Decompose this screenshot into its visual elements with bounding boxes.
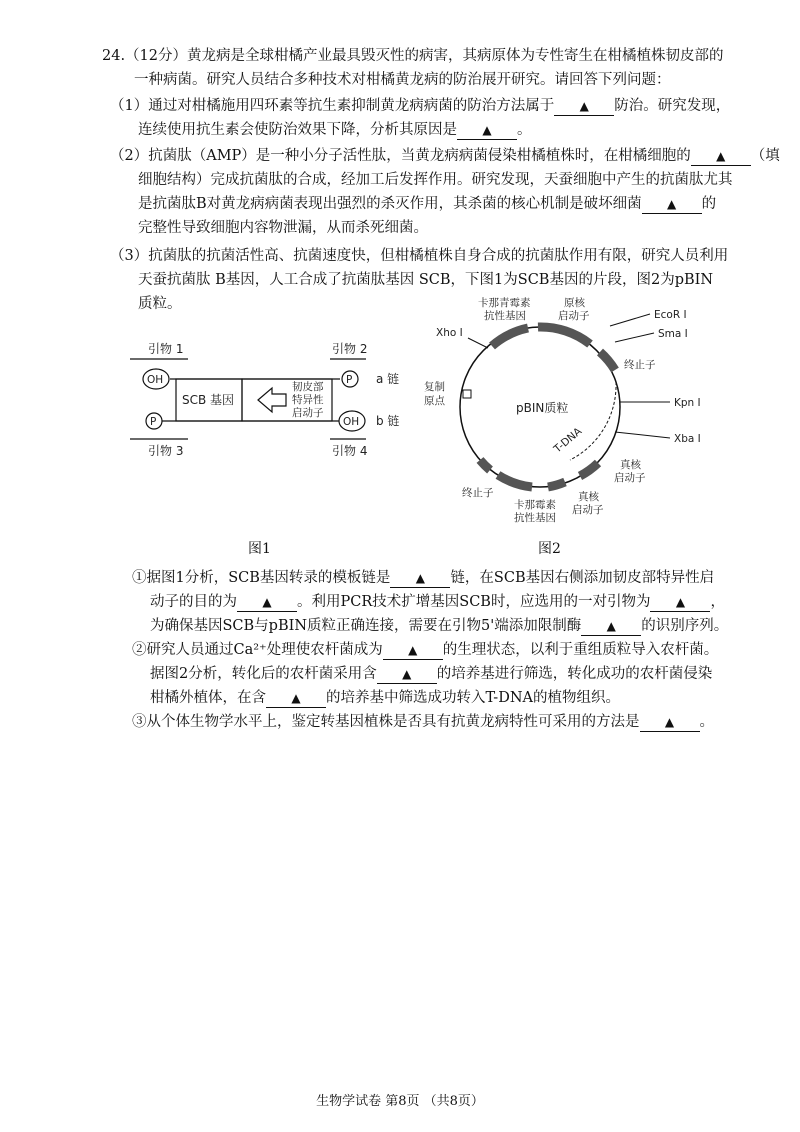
kana-plant-gene-segment — [498, 475, 532, 487]
strand-b-label: b 链 — [376, 414, 400, 428]
kpni-label: Kpn I — [674, 397, 701, 409]
sub-questions: ①据图1分析，SCB基因转录的模板链是 ▲ 链，在SCB基因右侧添加韧皮部特异性启 动子的目的为 ▲ 。利用PCR技术扩增基因SCB时，应选用的一对引物为 ▲ ， 为确保基因SCB与pBIN质粒正确连接，需要在引物5'端添加限制酶 ▲ 的识别序列。 ②研究人员通过Ca²⁺处理使农杆菌成为 ▲ 的生理状态，以利于重组质粒导入农杆菌。 据图2分析，转化后的农杆菌采用含 ▲ 的培养基进行筛选，转化成功的农杆菌侵染 柑橘外植体，在含 ▲ 的培养基中筛选成功转入T-DNA的植物组织。 ③从个体生物学水平上，鉴定转基因植株是否具有抗黄龙病特性可采用的方法是 ▲ 。 — [132, 566, 752, 734]
figure-1-caption: 图1 — [248, 541, 271, 557]
figure-1 — [130, 335, 420, 465]
sub-question-1: ①据图1分析，SCB基因转录的模板链是 ▲ 链，在SCB基因右侧添加韧皮部特异性启 — [132, 570, 715, 586]
sub-question-3: ③从个体生物学水平上，鉴定转基因植株是否具有抗黄龙病特性可采用的方法是 ▲ 。 — [132, 714, 714, 730]
answer-blank[interactable]: ▲ — [691, 147, 751, 166]
terminator-top-segment — [600, 352, 615, 370]
answer-blank[interactable]: ▲ — [640, 713, 700, 732]
question-header-line: 24.（12分）黄龙病是全球柑橘产业最具毁灭性的病害，其病原体为专性寄生在柑橘植株韧皮部的 — [102, 48, 724, 64]
oh-label: OH — [147, 374, 164, 386]
primer-3-label: 引物 3 — [148, 444, 184, 458]
figure-2-caption: 图2 — [538, 541, 561, 557]
terminator-bottom-label: 终止子 — [462, 487, 494, 499]
prok-promoter-segment — [538, 327, 590, 344]
tdna-label: T-DNA — [551, 425, 585, 456]
sub-question-2: ②研究人员通过Ca²⁺处理使农杆菌成为 ▲ 的生理状态，以利于重组质粒导入农杆菌。 — [132, 642, 719, 658]
answer-blank[interactable]: ▲ — [581, 617, 641, 636]
euk-promoter-b-label-2: 启动子 — [572, 504, 604, 516]
ecori-label: EcoR I — [654, 309, 687, 321]
kana-bact-label-1: 卡那青霉素 — [478, 297, 531, 309]
answer-blank[interactable]: ▲ — [390, 569, 450, 588]
answer-blank[interactable]: ▲ — [642, 195, 702, 214]
kana-bact-label-2: 抗性基因 — [484, 310, 526, 322]
p-label: P — [150, 416, 157, 428]
scb-gene-label: SCB 基因 — [182, 393, 235, 407]
answer-blank[interactable]: ▲ — [266, 689, 326, 708]
answer-blank[interactable]: ▲ — [383, 641, 443, 660]
kana-plant-label-2: 抗性基因 — [514, 512, 556, 524]
p-label: P — [346, 374, 353, 386]
ori-label-1: 复制 — [424, 381, 445, 393]
xbai-label: Xba I — [674, 433, 701, 445]
question-header — [102, 44, 750, 92]
terminator-top-label: 终止子 — [624, 359, 656, 371]
promoter-label-2: 特异性 — [292, 394, 324, 406]
smai-label: Sma I — [658, 328, 688, 340]
part-1: （1）通过对柑橘施用四环素等抗生素抑制黄龙病病菌的防治方法属于 ▲ 防治。研究发现， 连续使用抗生素会使防治效果下降，分析其原因是 ▲ 。 — [110, 98, 731, 138]
primer-1-label: 引物 1 — [148, 342, 184, 356]
euk-promoter-b-label-1: 真核 — [578, 491, 599, 503]
promoter-label-3: 启动子 — [292, 407, 324, 419]
euk-promoter-b-segment — [548, 482, 565, 487]
answer-blank[interactable]: ▲ — [554, 97, 614, 116]
ecori-pointer — [610, 314, 650, 326]
figure-2 — [420, 290, 720, 530]
prok-promoter-label-2: 启动子 — [558, 310, 590, 322]
answer-blank[interactable]: ▲ — [377, 665, 437, 684]
promoter-label-1: 韧皮部 — [292, 381, 324, 393]
primer-2-label: 引物 2 — [332, 342, 368, 356]
prok-promoter-label-1: 原核 — [564, 297, 585, 309]
plasmid-label: pBIN质粒 — [516, 401, 569, 415]
kana-bact-gene-segment — [492, 328, 528, 346]
part-2: （2）抗菌肽（AMP）是一种小分子活性肽，当黄龙病病菌侵染柑橘植株时，在柑橘细胞的 ▲ （填 细胞结构）完成抗菌肽的合成，经加工后发挥作用。研究发现，天蚕细胞中产生的抗菌肽尤其 是抗菌肽B对黄龙病病菌表现出强烈的杀灭作用，其杀菌的核心机制是破坏细菌 ▲ 的 完整性导致细胞内容物泄漏，从而杀死细菌。 — [110, 148, 780, 236]
page-footer: 生物学试卷 第8页 （共8页） — [316, 1094, 484, 1109]
oh-label: OH — [343, 416, 360, 428]
kana-plant-label-1: 卡那霉素 — [514, 499, 556, 511]
xhoi-label: Xho I — [436, 327, 463, 339]
euk-promoter-a-segment — [580, 463, 598, 476]
ori-marker — [463, 390, 471, 398]
primer-4-label: 引物 4 — [332, 444, 368, 458]
smai-pointer — [615, 333, 654, 342]
answer-blank[interactable]: ▲ — [650, 593, 710, 612]
answer-blank[interactable]: ▲ — [457, 121, 517, 140]
answer-blank[interactable]: ▲ — [237, 593, 297, 612]
terminator-bottom-segment — [480, 460, 490, 470]
strand-a-label: a 链 — [376, 372, 400, 386]
xhoi-pointer — [468, 338, 488, 348]
question-header-line: 一种病菌。研究人员结合多种技术对柑橘黄龙病的防治展开研究。请回答下列问题： — [134, 72, 671, 88]
ori-label-2: 原点 — [424, 395, 445, 407]
promoter-arrow-icon — [258, 388, 286, 412]
xbai-pointer — [615, 432, 670, 438]
euk-promoter-a-label-2: 启动子 — [614, 472, 646, 484]
euk-promoter-a-label-1: 真核 — [620, 459, 641, 471]
part-3: （3）抗菌肽的抗菌活性高、抗菌速度快，但柑橘植株自身合成的抗菌肽作用有限，研究人员利用 天蚕抗菌肽 B基因，人工合成了抗菌肽基因 SCB，下图1为SCB基因的片段，图2为pBIN 质粒。 — [110, 248, 729, 312]
